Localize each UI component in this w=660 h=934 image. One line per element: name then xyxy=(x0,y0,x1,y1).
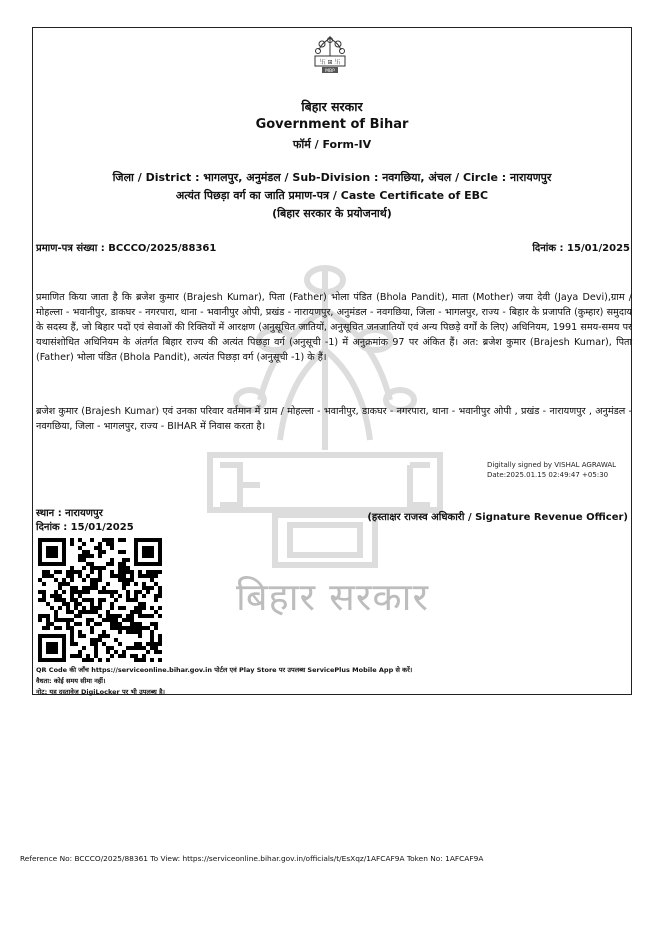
certificate-body-paragraph: प्रमाणित किया जाता है कि ब्रजेश कुमार (Brajesh Kumar), पिता (Father) भोला पंडित (Bhola Pandit), माता (Mother) जया देवी (Jaya Devi),ग्राम / मोहल्ला - भवानीपुर, डाकघर - नगरपारा, थाना - भवानीपुर ओपी, प्रखंड - नारायणपुर, अनुमंडल - नवगछिया, जिला - भागलपुर, राज्य - बिहार के प्रजापति (कुम्हार) समुदाय के सदस्य हैं, जो बिहार पदों एवं सेवाओं की रिक्तियों में आरक्षण (अनुसूचित जातियों, अनुसूचित जनजातियों एवं अन्य पिछड़े वर्गों के लिए) अधिनियम, 1991 समय-समय पर यथासंशोधित अधिनियम के अंतर्गत बिहार राज्य की अत्यंत पिछड़ा वर्ग (अनुसूची -1) में अनुक्रमांक 97 पर अंकित हैं। अत: ब्रजेश कुमार (Brajesh Kumar), पिता (Father) भोला पंडित (Bhola Pandit), अत्यंत पिछड़ा वर्ग (अनुसूची -1) के हैं। xyxy=(36,292,632,363)
watermark-text: बिहार सरकार xyxy=(236,575,429,619)
reference-footer: Reference No: BCCCO/2025/88361 To View: https://serviceonline.bihar.gov.in/officials/t/EsXqz/1AFCAF9A Token No: 1AFCAF9A xyxy=(20,854,484,863)
residence-paragraph: ब्रजेश कुमार (Brajesh Kumar) एवं उनका परिवार वर्तमान में ग्राम / मोहल्ला - भवानीपुर, डाकघर - नगरपारा, थाना - भवानीपुर ओपी , प्रखंड - नारायणपुर , अनुमंडल - नवगछिया, जिला - भागलपुर, राज्य - BIHAR में निवास करता है। xyxy=(36,406,632,432)
certificate-date: दिनांक : 15/01/2025 xyxy=(532,243,630,254)
place: स्थान : नारायणपुर xyxy=(36,508,103,519)
qr-verification-note: QR Code की जाँच https://serviceonline.bihar.gov.in पोर्टल एवं Play Store पर उपलब्ध ServicePlus Mobile App से करें। xyxy=(36,666,413,674)
certificate-number: प्रमाण-पत्र संख्या : BCCCO/2025/88361 xyxy=(36,243,217,254)
district-line: जिला / District : भागलपुर, अनुमंडल / Sub-Division : नवगछिया, अंचल / Circle : नारायणपुर xyxy=(112,171,552,184)
svg-text:卐 ⊞ 卐: 卐 ⊞ 卐 xyxy=(319,59,341,66)
validity-note: वैधता: कोई समय सीमा नहीं। xyxy=(36,677,106,685)
bihar-emblem-icon xyxy=(307,34,353,74)
signature-label: (हस्ताक्षर राजस्व अधिकारी / Signature Revenue Officer) xyxy=(367,512,628,523)
place-date: दिनांक : 15/01/2025 xyxy=(36,522,134,533)
digital-signature-signer: Digitally signed by VISHAL AGRAWAL xyxy=(487,461,617,469)
form-label: फॉर्म / Form-IV xyxy=(292,138,372,151)
digital-signature-date: Date:2025.01.15 02:49:47 +05:30 xyxy=(487,471,609,479)
title-hindi: बिहार सरकार xyxy=(301,99,363,114)
digital-signature xyxy=(487,460,616,480)
svg-text:MBP: MBP xyxy=(325,69,335,74)
certificate-title: अत्यंत पिछड़ा वर्ग का जाति प्रमाण-पत्र / Caste Certificate of EBC xyxy=(175,189,489,202)
title-english: Government of Bihar xyxy=(255,117,409,132)
certificate-purpose: (बिहार सरकार के प्रयोजनार्थ) xyxy=(272,207,392,220)
digilocker-note: नोट: यह दस्तावेज DigiLocker पर भी उपलब्ध है। xyxy=(36,688,165,696)
qr-code[interactable] xyxy=(38,538,162,662)
